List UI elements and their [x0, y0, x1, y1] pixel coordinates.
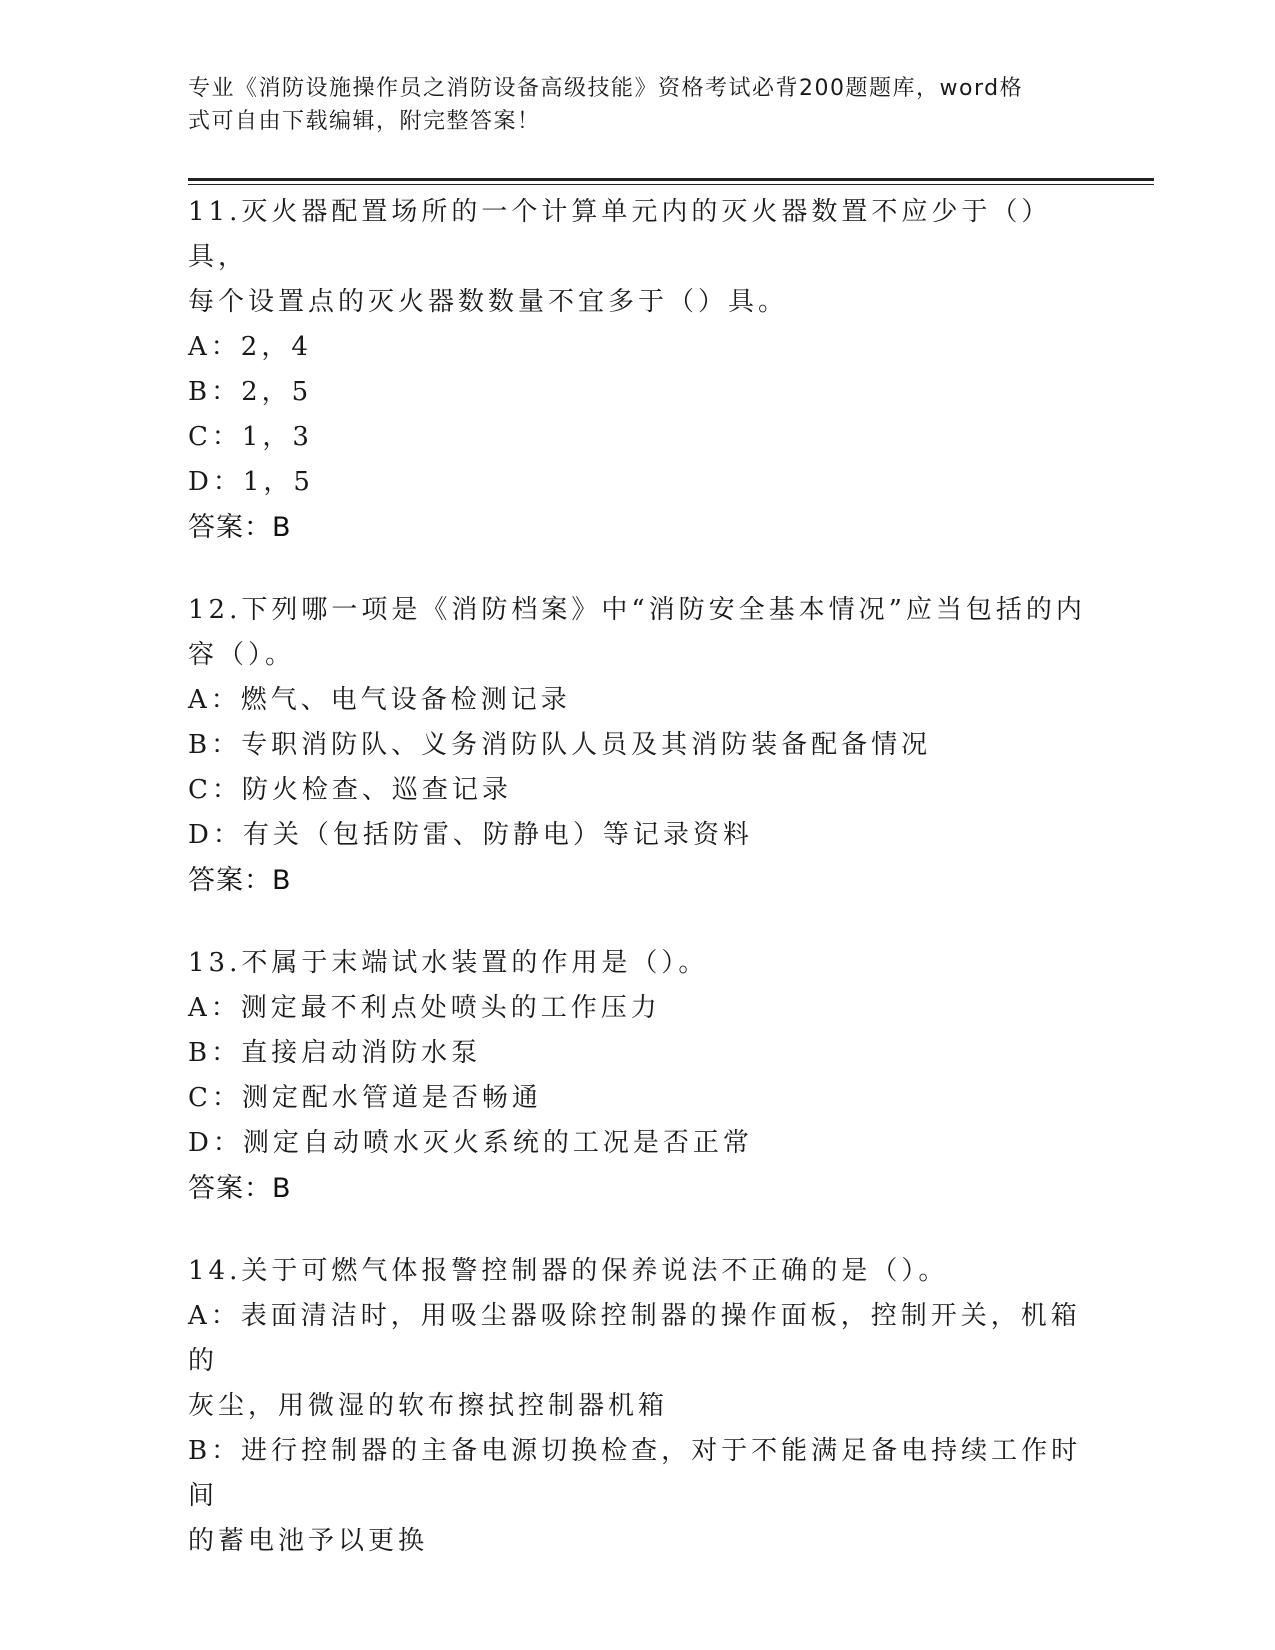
- header-divider-thin: [188, 184, 1154, 185]
- header-line-1: 专业《消防设施操作员之消防设备高级技能》资格考试必背200题题库，word格: [188, 76, 1024, 101]
- question-14: [188, 1249, 1088, 1564]
- option-b: B：直接启动消防水泵: [188, 1038, 482, 1068]
- question-stem-line: 13.不属于末端试水装置的作用是（）。: [188, 948, 709, 978]
- question-stem-line: 11.灭火器配置场所的一个计算单元内的灭火器数置不应少于（）具，: [188, 197, 1052, 272]
- option-c: C：1，3: [188, 422, 313, 452]
- option-a: A：燃气、电气设备检测记录: [188, 685, 571, 715]
- question-stem-line: 每个设置点的灭火器数数量不宜多于（）具。: [188, 287, 789, 317]
- header-divider-thick: [188, 178, 1154, 181]
- answer-label: 答案：B: [188, 1173, 292, 1204]
- question-13: [188, 941, 1088, 1211]
- option-a: A：表面清洁时，用吸尘器吸除控制器的操作面板，控制开关，机箱的: [188, 1301, 1081, 1376]
- option-c: C：防火检查、巡查记录: [188, 775, 512, 805]
- option-b: B：2，5: [188, 377, 313, 407]
- option-c: C：测定配水管道是否畅通: [188, 1083, 542, 1113]
- question-12: [188, 588, 1088, 903]
- option-d: D：1，5: [188, 467, 314, 497]
- document-header: [188, 72, 1068, 138]
- option-b-continued: 的蓄电池予以更换: [188, 1526, 429, 1556]
- answer-label: 答案：B: [188, 512, 292, 543]
- header-line-2: 式可自由下载编辑，附完整答案！: [188, 109, 541, 134]
- question-11: [188, 190, 1088, 550]
- option-d: D：测定自动喷水灭火系统的工况是否正常: [188, 1128, 753, 1158]
- question-stem-line: 容（）。: [188, 640, 296, 670]
- question-stem-line: 12.下列哪一项是《消防档案》中“消防安全基本情况”应当包括的内: [188, 595, 1086, 625]
- option-a-continued: 灰尘，用微湿的软布擦拭控制器机箱: [188, 1391, 669, 1421]
- option-a: A：测定最不利点处喷头的工作压力: [188, 993, 661, 1023]
- option-d: D：有关（包括防雷、防静电）等记录资料: [188, 820, 753, 850]
- option-b: B：进行控制器的主备电源切换检查，对于不能满足备电持续工作时间: [188, 1436, 1082, 1511]
- question-list: [188, 190, 1088, 1602]
- question-stem-line: 14.关于可燃气体报警控制器的保养说法不正确的是（）。: [188, 1256, 949, 1286]
- answer-label: 答案：B: [188, 865, 292, 896]
- option-b: B：专职消防队、义务消防队人员及其消防装备配备情况: [188, 730, 932, 760]
- option-a: A：2，4: [188, 332, 312, 362]
